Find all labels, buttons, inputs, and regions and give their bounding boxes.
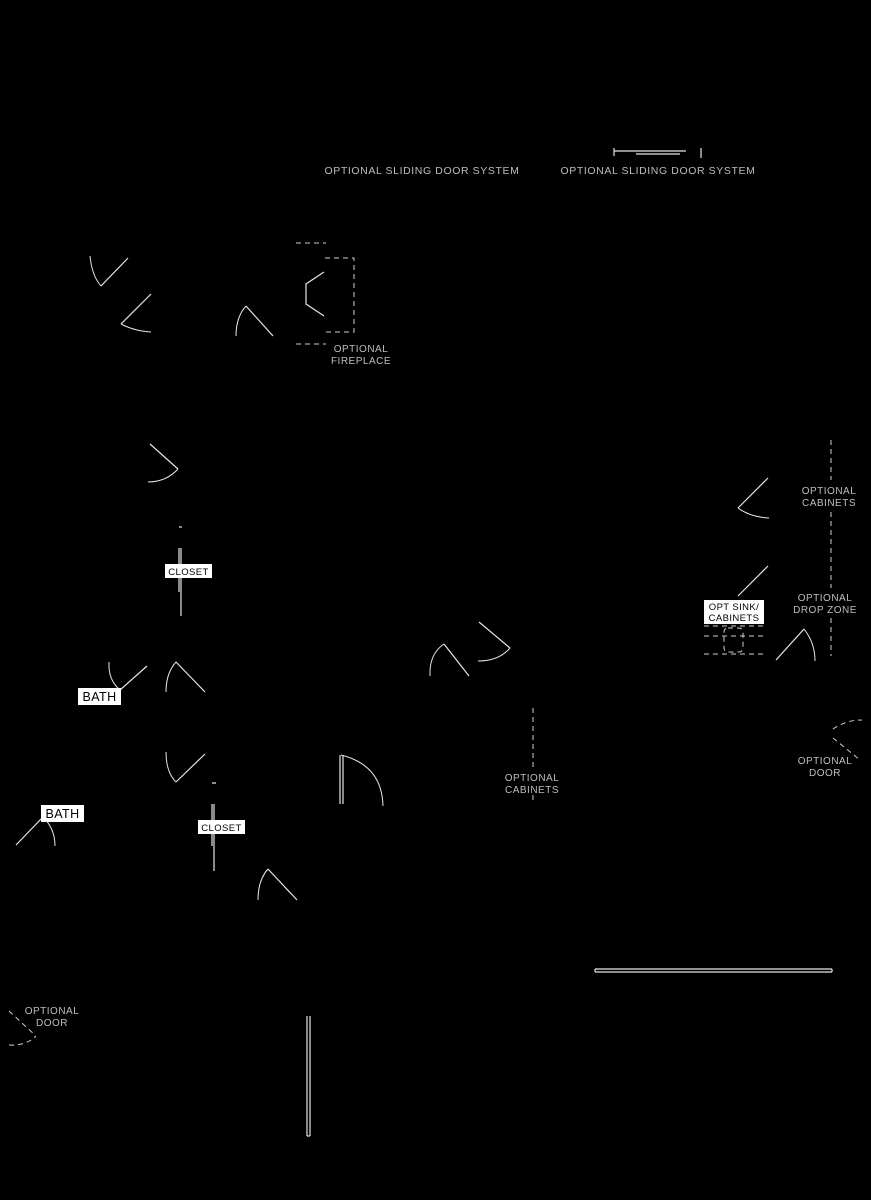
label-fireplace-line1: OPTIONAL	[333, 344, 389, 355]
door-swing	[166, 752, 205, 782]
label-bath-lower: BATH	[45, 807, 80, 821]
label-closet-upper: CLOSET	[168, 567, 209, 578]
wall-segment	[307, 1016, 310, 1136]
door-swing	[236, 306, 273, 336]
door-swing	[478, 622, 510, 661]
fireplace-outline	[296, 243, 354, 344]
door-swing	[258, 869, 297, 900]
label-cabinets-right-line2: CABINETS	[801, 498, 857, 509]
door-swing	[148, 444, 178, 482]
label-drop-zone-line1: OPTIONAL	[797, 593, 853, 604]
label-closet-lower: CLOSET	[201, 823, 242, 834]
label-bath-upper: BATH	[82, 690, 117, 704]
door-swing	[738, 566, 768, 596]
sliding-door-rail	[614, 148, 701, 158]
door-swing	[109, 662, 147, 690]
label-door-right-line1: OPTIONAL	[797, 756, 853, 767]
label-drop-zone-line2: DROP ZONE	[793, 605, 857, 616]
door-swing	[430, 644, 469, 676]
door-swing	[166, 662, 205, 692]
label-door-left-line2: DOOR	[36, 1018, 68, 1029]
label-door-left-line1: OPTIONAL	[24, 1006, 80, 1017]
door-swing	[121, 294, 151, 332]
label-opt-sink-line2: CABINETS	[708, 613, 760, 624]
label-sliding-door-2: OPTIONAL SLIDING DOOR SYSTEM	[560, 165, 756, 177]
door-swing	[776, 629, 815, 661]
label-opt-sink-line1: OPT SINK/	[708, 602, 760, 613]
label-sliding-door-1: OPTIONAL SLIDING DOOR SYSTEM	[324, 165, 520, 177]
sink-outline	[704, 626, 766, 654]
label-cabinets-center-line1: OPTIONAL	[504, 773, 560, 784]
label-fireplace-line2: FIREPLACE	[330, 356, 392, 367]
wall-segment	[595, 969, 832, 972]
door-swing	[738, 478, 769, 518]
optional-door-right	[833, 720, 862, 760]
label-cabinets-right-line1: OPTIONAL	[801, 486, 857, 497]
label-cabinets-center-line2: CABINETS	[504, 785, 560, 796]
door-swing	[90, 256, 128, 286]
label-door-right-line2: DOOR	[809, 768, 841, 779]
door-swing	[340, 755, 383, 806]
